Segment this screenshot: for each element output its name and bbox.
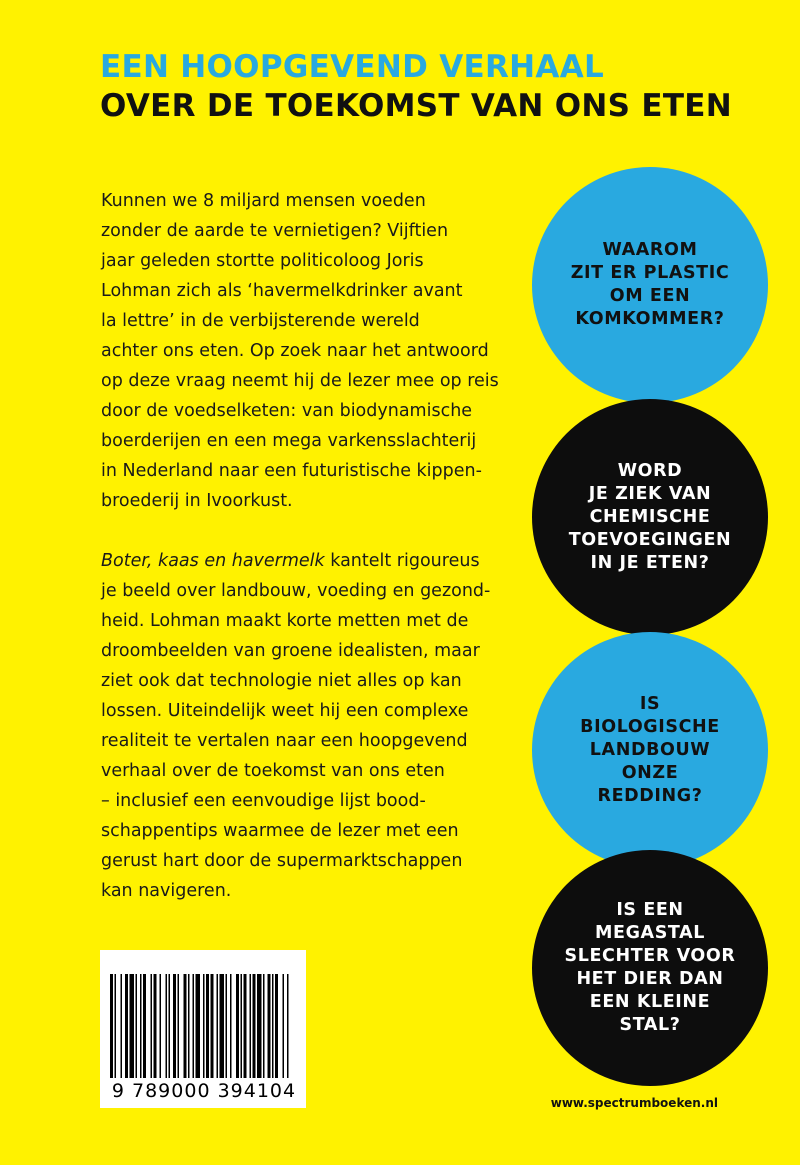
barcode-bar (154, 974, 157, 1078)
text-line: gerust hart door de supermarktschappen (101, 851, 463, 871)
barcode-bar (178, 974, 180, 1078)
question-line: MEGASTAL (595, 923, 705, 943)
barcode-bar (115, 974, 117, 1078)
question-line: REDDING? (597, 785, 703, 806)
barcode-bar (193, 974, 195, 1078)
barcode-bars (108, 974, 298, 1078)
text-line: droombeelden van groene idealisten, maar (101, 641, 480, 661)
text-line: door de voedselketen: van biodynamische (101, 401, 473, 421)
barcode-bar (130, 974, 135, 1078)
barcode-bar (275, 974, 278, 1078)
book-title: Boter, kaas en havermelk (101, 551, 325, 571)
question-line: HET DIER DAN (576, 969, 724, 989)
question-line: TOEVOEGINGEN (568, 529, 732, 550)
barcode-bar (220, 974, 225, 1078)
question-line: IS EEN (616, 900, 684, 920)
barcode-bar (257, 974, 262, 1078)
question-circle-plastic (532, 167, 768, 403)
barcode-bar (236, 974, 239, 1078)
barcode-bar (125, 974, 128, 1078)
question-line: BIOLOGISCHE (580, 716, 720, 737)
barcode-bar (244, 974, 247, 1078)
text-line: realiteit te vertalen naar een hoopgevend (101, 731, 468, 751)
question-circle-chemicals (532, 399, 768, 635)
barcode-bar (136, 974, 138, 1078)
barcode-bar (151, 974, 153, 1078)
blurb-paragraph-2 (101, 546, 491, 906)
barcode-bar (217, 974, 219, 1078)
question-line: OM EEN (609, 286, 691, 306)
barcode-bar (160, 974, 162, 1078)
text-line: Kunnen we 8 miljard mensen voeden (101, 191, 426, 211)
question-line: WORD (617, 460, 683, 481)
question-line: IS (639, 693, 661, 714)
text-line: zonder de aarde te vernietigen? Vijftien (101, 221, 449, 241)
barcode-bar (250, 974, 252, 1078)
text-line: lossen. Uiteindelijk weet hij een complexe (101, 701, 469, 721)
barcode-bar (263, 974, 265, 1078)
question-line: ZIT ER PLASTIC (570, 263, 730, 283)
blurb-paragraph-1 (101, 186, 499, 516)
blurb (101, 186, 499, 906)
barcode (100, 950, 306, 1108)
barcode-bar (188, 974, 190, 1078)
text-line: Lohman zich als ‘havermelkdrinker avant (101, 281, 463, 301)
isbn-number: 9 789000 394104 (111, 1080, 297, 1102)
barcode-bar (196, 974, 201, 1078)
question-line: IN JE ETEN? (590, 552, 710, 573)
text-line: broederij in Ivoorkust. (101, 491, 293, 511)
text-line: achter ons eten. Op zoek naar het antwoord (101, 341, 489, 361)
barcode-bar (121, 974, 123, 1078)
text-line: verhaal over de toekomst van ons eten (101, 761, 445, 781)
question-circle-megastal (532, 850, 768, 1086)
question-line: KOMKOMMER? (575, 309, 725, 329)
question-text (565, 899, 736, 1037)
barcode-bar (241, 974, 243, 1078)
text-line: jaar geleden stortte politicoloog Joris (101, 251, 424, 271)
barcode-bar (110, 974, 113, 1078)
question-line: LANDBOUW (589, 739, 711, 760)
barcode-bar (272, 974, 274, 1078)
question-circle-organic (532, 632, 768, 868)
barcode-bar (268, 974, 271, 1078)
text-line: boerderijen en een mega varkensslachterij (101, 431, 477, 451)
text-fragment: kantelt rigoureus (324, 551, 480, 571)
headline-line-2: OVER DE TOEKOMST VAN ONS ETEN (100, 88, 732, 124)
barcode-bar (206, 974, 209, 1078)
text-line: ziet ook dat technologie niet alles op kan (101, 671, 462, 691)
barcode-bar (287, 974, 289, 1078)
text-line: je beeld over landbouw, voeding en gezond- (101, 581, 491, 601)
barcode-bar (173, 974, 176, 1078)
question-text (569, 460, 732, 575)
barcode-bar (169, 974, 171, 1078)
text-line: heid. Lohman maakt korte metten met de (101, 611, 469, 631)
question-line: JE ZIEK VAN (588, 483, 712, 504)
question-line: STAL? (619, 1015, 681, 1035)
text-line (101, 546, 481, 576)
barcode-bar (140, 974, 142, 1078)
barcode-bar (230, 974, 232, 1078)
question-line: WAAROM (602, 240, 698, 260)
text-line: op deze vraag neemt hij de lezer mee op reis (101, 371, 499, 391)
question-line: CHEMISCHE (589, 506, 711, 527)
headline (100, 48, 732, 126)
text-line: kan navigeren. (101, 881, 232, 901)
barcode-bar (253, 974, 256, 1078)
barcode-bar (226, 974, 228, 1078)
question-text (571, 239, 730, 331)
text-line: schappentips waarmee de lezer met een (101, 821, 459, 841)
text-line: in Nederland naar een futuristische kippen- (101, 461, 482, 481)
headline-line-1: EEN HOOPGEVEND VERHAAL (100, 49, 605, 85)
question-line: ONZE (621, 762, 679, 783)
question-line: SLECHTER VOOR (564, 946, 736, 966)
question-text (580, 693, 720, 808)
text-line: – inclusief een eenvoudige lijst bood- (101, 791, 426, 811)
question-line: EEN KLEINE (589, 992, 711, 1012)
barcode-bar (166, 974, 168, 1078)
text-line: la lettre’ in de verbijsterende wereld (101, 311, 420, 331)
publisher-website: www.spectrumboeken.nl (550, 1096, 718, 1110)
barcode-bar (143, 974, 146, 1078)
barcode-bar (184, 974, 187, 1078)
barcode-bar (203, 974, 205, 1078)
barcode-bar (283, 974, 285, 1078)
barcode-bar (211, 974, 214, 1078)
